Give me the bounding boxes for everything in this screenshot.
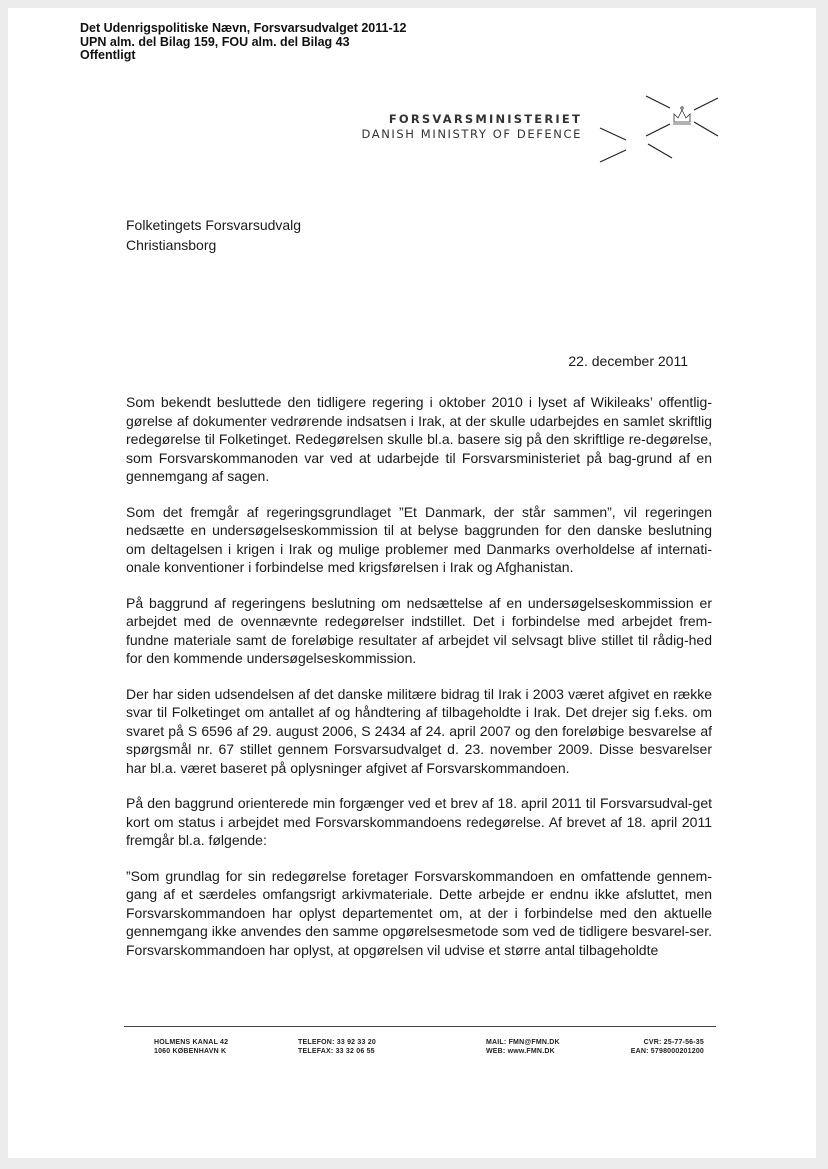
- crown-arrows-logo: [598, 92, 722, 166]
- letter-date: 22. december 2011: [568, 353, 688, 369]
- footer-divider: [124, 1026, 716, 1027]
- crown-icon: [673, 107, 691, 124]
- footer-ean: EAN: 5798000201200: [630, 1048, 704, 1055]
- stamp-line-2: UPN alm. del Bilag 159, FOU alm. del Bilag 43: [80, 34, 350, 49]
- footer-address: [154, 1038, 228, 1056]
- footer-mail-web: [486, 1038, 560, 1056]
- letter-page: [8, 8, 816, 1158]
- paragraph: ”Som grundlag for sin redegørelse foretager Forsvarskommandoen en omfattende gennem-gang af et særdeles omfangsrigt arkivmateriale. Dette arbejde er endnu ikke afsluttet, men Forsvarskommandoen har oplyst departementet om, at der i forbindelse med den aktuelle gennemgang ikke anvendes den samme opgørelsesmetode som ved de tidligere besvarel-ser. Forsvarskommandoen har oplyst, at opgørelsen vil udvise et større antal tilbageholdte: [126, 867, 712, 958]
- recipient-line-1: Folketingets Forsvarsudvalg: [126, 217, 302, 233]
- footer-fax: TELEFAX: 33 32 06 55: [298, 1048, 375, 1055]
- logo-stroke: [694, 98, 718, 110]
- parliament-stamp: [80, 22, 407, 63]
- logo-stroke: [600, 150, 626, 162]
- footer-phone-fax: [298, 1038, 376, 1056]
- logo-stroke: [646, 124, 670, 136]
- paragraph: Der har siden udsendelsen af det danske militære bidrag til Irak i 2003 været afgivet en række svar til Folketinget om antallet af og håndtering af tilbageholdte i Irak. Det drejer sig f.eks. om svaret på S 6596 af 29. august 2006, S 2434 af 24. april 2007 og den foreløbige besvarelse af spørgsmål nr. 67 stillet gennem Forsvarsudvalget d. 23. november 2009. Disse besvarelser har bl.a. været baseret på oplysninger afgivet af Forsvarskommandoen.: [126, 685, 712, 776]
- footer-mail: MAIL: FMN@FMN.DK: [486, 1039, 560, 1046]
- stamp-line-3: Offentligt: [80, 48, 136, 62]
- paragraph: Som det fremgår af regeringsgrundlaget ”Et Danmark, der står sammen”, vil regeringen nedsætte en undersøgelseskommission til at belyse baggrunden for den danske beslutning om deltagelsen i krigen i Irak og mulige problemer med Danmarks overholdelse af internati-onale konventioner i forbindelse med krigsførelsen i Irak og Afghanistan.: [126, 503, 712, 575]
- ministry-name-danish: FORSVARSMINISTERIET: [388, 112, 582, 126]
- paragraph: På baggrund af regeringens beslutning om nedsættelse af en undersøgelseskommission er arbejdet med de ovennævnte redegørelser indstillet. Det i forbindelse med arbejdet frem-fundne materiale samt de foreløbige resultater af arbejdet vil selvsagt blive stillet til rådig-hed for den kommende undersøgelseskommission.: [126, 594, 712, 666]
- paragraph: På den baggrund orienterede min forgænger ved et brev af 18. april 2011 til Forsvarsudval-get kort om status i arbejdet med Forsvarskommandoens redegørelse. Af brevet af 18. april 2011 fremgår bl.a. følgende:: [126, 795, 712, 848]
- logo-stroke: [694, 122, 718, 136]
- footer-address-line-2: 1060 KØBENHAVN K: [154, 1048, 227, 1055]
- recipient-address: [126, 215, 301, 255]
- ministry-name-english: DANISH MINISTRY OF DEFENCE: [361, 127, 582, 141]
- letterhead: [308, 112, 582, 141]
- footer-cvr: CVR: 25-77-56-35: [643, 1039, 704, 1046]
- footer-registration: [628, 1038, 704, 1056]
- footer-phone: TELEFON: 33 92 33 20: [298, 1039, 376, 1046]
- footer-web: WEB: www.FMN.DK: [486, 1048, 555, 1055]
- footer-address-line-1: HOLMENS KANAL 42: [154, 1039, 229, 1046]
- logo-stroke: [600, 128, 626, 140]
- recipient-line-2: Christiansborg: [126, 237, 217, 253]
- paragraph: Som bekendt besluttede den tidligere regering i oktober 2010 i lyset af Wikileaks’ offentlig-gørelse af dokumenter vedrørende indsatsen i Irak, at der skulle udarbejdes en samlet skriftlig redegørelse til Folketinget. Redegørelsen skulle bl.a. basere sig på den skriftlige re-degørelse, som Forsvarskommanoden var ved at udarbejde til Forsvarsministeriet på bag-grund af en gennemgang af sagen.: [126, 394, 712, 484]
- logo-stroke: [646, 96, 670, 108]
- letter-body: [126, 393, 712, 976]
- stamp-line-1: Det Udenrigspolitiske Nævn, Forsvarsudvalget 2011-12: [80, 21, 407, 35]
- logo-stroke: [648, 144, 672, 158]
